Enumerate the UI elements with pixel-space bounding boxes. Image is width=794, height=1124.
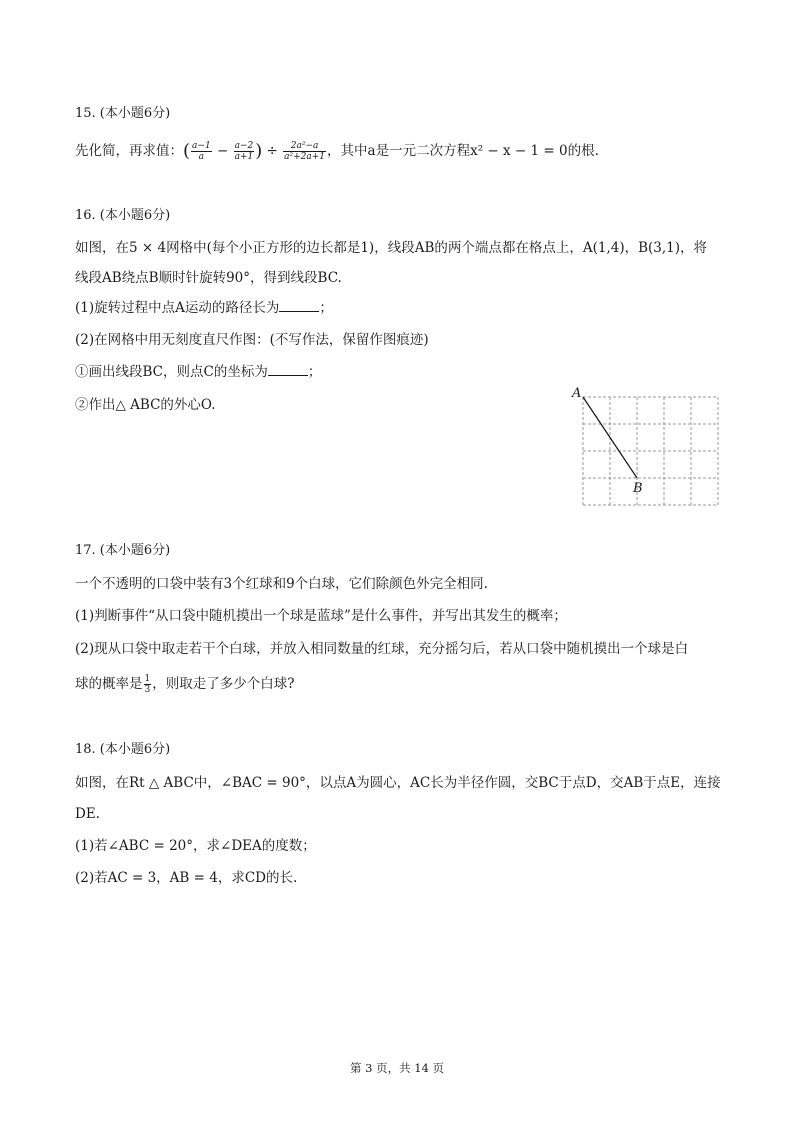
q16-part-1: (1)旋转过程中点A运动的路径长为 ； [75, 300, 333, 316]
q18-part-2: (2)若AC = 3，AB = 4，求CD的长. [75, 870, 298, 886]
q16-part-2-1: ①画出线段BC，则点C的坐标为 ； [75, 364, 322, 380]
q16-heading: 16. (本小题6分) [75, 208, 171, 223]
q16-line-1: 如图，在5 × 4网格中(每个小正方形的边长都是1)，线段AB的两个端点都在格点上，A(1,4)，B(3,1)，将 [75, 240, 708, 256]
q17-heading: 17. (本小题6分) [75, 543, 171, 558]
q18-line-1: 如图，在Rt △ ABC中，∠BAC = 90°，以点A为圆心，AC长为半径作圆，交BC于点D，交AB于点E，连接 [75, 775, 721, 791]
q15-lead: 先化简，再求值： [75, 143, 183, 159]
q17-fraction: $\frac{1}{3}$ [144, 674, 151, 695]
q15-expression: 先化简，再求值：( $\frac{a-1}{a}$ − $\frac{a-2}{a+1}$ ) ÷ $\frac{\text{2a²−a}}{\text{a²+2a+1}}$ ，其中a是一元二次方程x² − x − 1 = 0的根. [75, 140, 599, 162]
point-label-b: B [633, 481, 643, 496]
answer-blank [279, 299, 319, 312]
q15-tail: ，其中a是一元二次方程x² − x − 1 = 0的根. [327, 143, 599, 159]
q15-fraction-3: $\frac{\text{2a²−a}}{\text{a²+2a+1}}$ [284, 141, 326, 162]
q15-fraction-1: $\frac{a-1}{a}$ [192, 141, 211, 162]
q16-line-2: 线段AB绕点B顺时针旋转90°，得到线段BC. [75, 270, 342, 286]
q17-line-1: 一个不透明的口袋中装有3个红球和9个白球，它们除颜色外完全相同. [75, 576, 488, 592]
q16-part-2: (2)在网格中用无刻度直尺作图：(不写作法，保留作图痕迹) [75, 332, 429, 348]
answer-blank [268, 363, 308, 376]
q17-part-2: (2)现从口袋中取走若干个白球，并放入相同数量的红球，充分摇匀后，若从口袋中随机摸出一个球是白 [75, 641, 689, 657]
q15-fraction-2: $\frac{a-2}{a+1}$ [234, 141, 254, 162]
q17-part-2-cont: 球的概率是 $\frac{1}{3}$ ，则取走了多少个白球? [75, 674, 295, 695]
grid-figure [570, 384, 720, 509]
point-label-a: A [572, 386, 582, 401]
q18-heading: 18. (本小题6分) [75, 742, 171, 757]
q17-part-1: (1)判断事件“从口袋中随机摸出一个球是蓝球”是什么事件，并写出其发生的概率； [75, 608, 567, 624]
page-footer: 第 3 页，共 14 页 [349, 1061, 445, 1075]
q18-line-2: DE. [75, 806, 100, 822]
grid-lines [583, 397, 718, 505]
q15-heading: 15. (本小题6分) [75, 106, 171, 121]
q16-part-2-2: ②作出△ ABC的外心O. [75, 397, 216, 413]
q18-part-1: (1)若∠ABC = 20°，求∠DEA的度数； [75, 838, 316, 854]
